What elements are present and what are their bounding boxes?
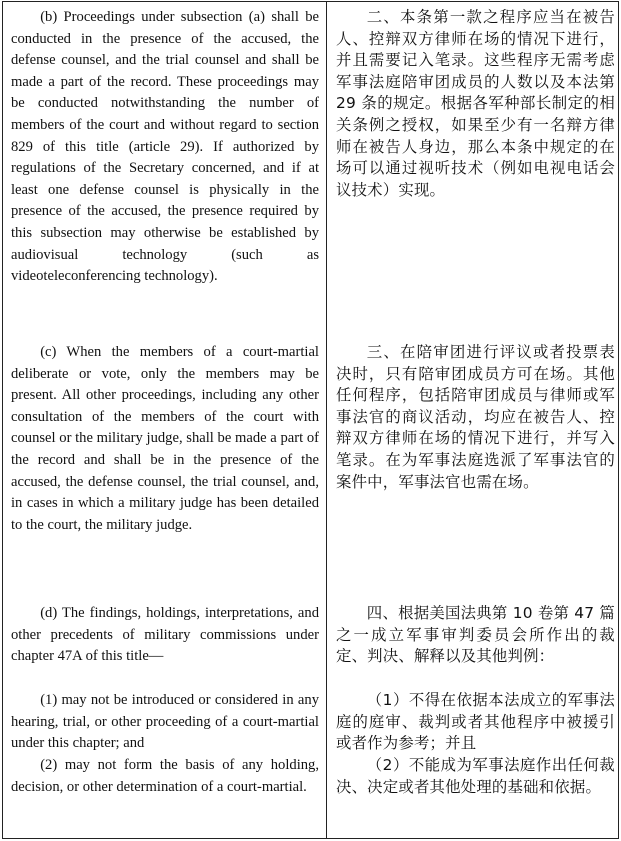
chinese-paragraph-4-1: （1）不得在依据本法成立的军事法庭的庭审、裁判或者其他程序中被援引或者作为参考；并且 xyxy=(336,691,615,753)
english-paragraph-d: (d) The findings, holdings, interpretations, and other precedents of military commissions under chapter 47A of this title— xyxy=(11,605,319,665)
chinese-paragraph-4: 四、根据美国法典第 10 卷第 47 篇之一成立军事审判委员会所作出的裁定、判决、解释以及其他判例： xyxy=(336,604,615,666)
english-paragraph-d1: (1) may not be introduced or considered in any hearing, trial, or other proceeding of a court-martial under this chapter; and xyxy=(11,692,319,752)
bilingual-table xyxy=(2,1,619,839)
english-paragraph-d2: (2) may not form the basis of any holding, decision, or other determination of a court-martial. xyxy=(11,757,319,795)
chinese-paragraph-4-2: （2）不能成为军事法庭作出任何裁决、决定或者其他处理的基础和依据。 xyxy=(336,756,615,796)
english-column xyxy=(11,2,319,838)
english-paragraph-c: (c) When the members of a court-martial deliberate or vote, only the members may be present. All other proceedings, including any other consultation of the members of the court with counsel or the military judge, shall be made a part of the record and shall be in the presence of the accused, the defense counsel, the trial counsel, and, in cases in which a military judge has been detailed to the court, the military judge. xyxy=(11,344,319,533)
chinese-paragraph-3: 三、在陪审团进行评议或者投票表决时，只有陪审团成员方可在场。其他任何程序，包括陪审团成员与律师或军事法官的商议活动，均应在被告人、控辩双方律师在场的情况下进行，并写入笔录。在为军事法庭选派了军事法官的案件中，军事法官也需在场。 xyxy=(336,343,615,491)
chinese-column xyxy=(336,2,615,838)
english-paragraph-b: (b) Proceedings under subsection (a) shall be conducted in the presence of the accused, the defense counsel, and the trial counsel and shall be made a part of the record. These proceedings may be conducted notwithstanding the number of members of the court and without regard to section 829 of this title (article 29). If authorized by regulations of the Secretary concerned, and if at least one defense counsel is physically in the presence of the accused, the presence required by this subsection may otherwise be established by audiovisual technology (such as videoteleconferencing technology). xyxy=(11,9,319,285)
chinese-paragraph-2: 二、本条第一款之程序应当在被告人、控辩双方律师在场的情况下进行，并且需要记入笔录。这些程序无需考虑军事法庭陪审团成员的人数以及本法第 29 条的规定。根据各军种部长制定的相关条例之授权，如果至少有一名辩方律师在被告人身边，那么本条中规定的在场可以通过视听技术（例如电视电话会议技术）实现。 xyxy=(336,8,615,199)
column-divider xyxy=(326,2,327,838)
